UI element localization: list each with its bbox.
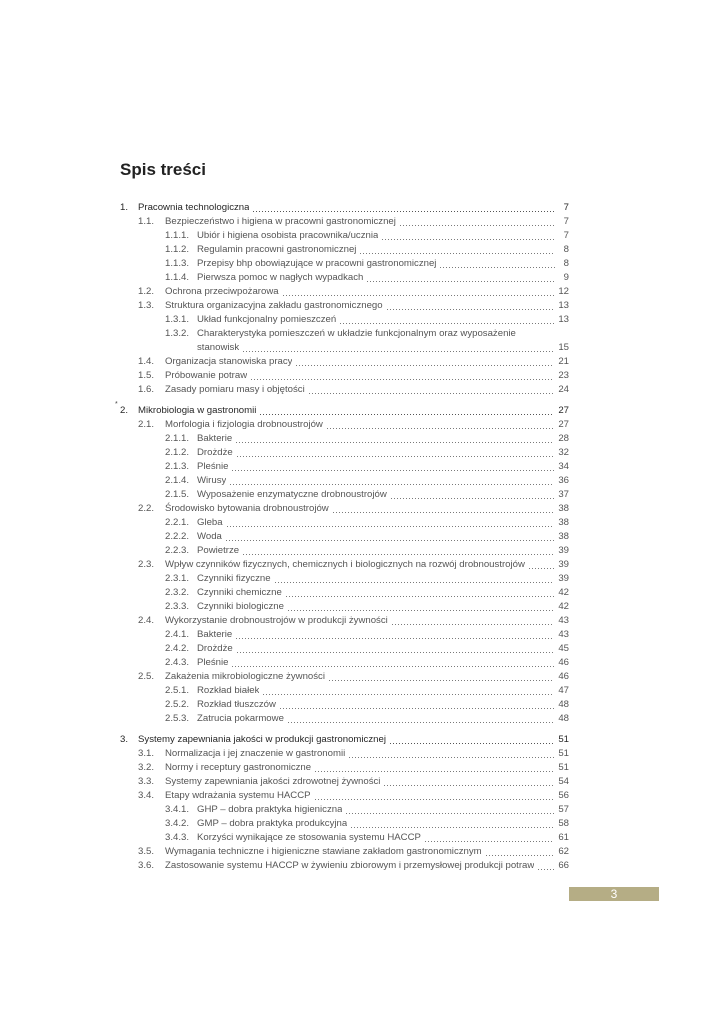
dot-leader [315,771,554,772]
entry-page: 39 [558,573,569,584]
toc-entry-section [120,747,569,761]
entry-number: 1.1.1. [165,230,190,241]
entry-title: Ubiór i higiena osobista pracownika/ucznia [197,230,379,241]
dot-leader [226,540,554,541]
dot-leader [333,512,555,513]
entry-title: Pierwsza pomoc w nagłych wypadkach [197,272,364,283]
entry-page: 28 [558,433,569,444]
toc-entry-section [120,369,569,383]
entry-page: 57 [558,804,569,815]
toc-entry-chapter [120,733,569,747]
dot-leader [340,323,554,324]
entry-page: 7 [563,230,569,241]
entry-number: 2.1.1. [165,433,190,444]
dot-leader [232,470,554,471]
dot-leader [400,225,555,226]
toc-entry-subsection [120,586,569,600]
entry-page: 34 [558,461,569,472]
entry-title: Czynniki biologiczne [197,601,284,612]
entry-title: Ochrona przeciwpożarowa [165,286,279,297]
entry-title: Wpływ czynników fizycznych, chemicznych i biologicznych na rozwój drobnoustrojów [165,559,525,570]
entry-title: Woda [197,531,222,542]
toc-entry-subsection [120,642,569,656]
entry-title: Normalizacja i jej znaczenie w gastronomii [165,748,346,759]
entry-number: 1.1.4. [165,272,190,283]
toc-entry-subsection [120,684,569,698]
entry-number: 1.3. [138,300,155,311]
entry-page: 51 [558,734,569,745]
entry-title: Etapy wdrażania systemu HACCP [165,790,311,801]
dot-leader [253,211,555,212]
entry-title: Bezpieczeństwo i higiena w pracowni gastronomicznej [165,216,396,227]
entry-number: 2.2. [138,503,155,514]
toc-entry-subsection [120,656,569,670]
dot-leader [230,484,554,485]
page-number: 3 [610,887,618,901]
entry-page: 42 [558,587,569,598]
entry-title: Przepisy bhp obowiązujące w pracowni gastronomicznej [197,258,437,269]
dot-leader [232,666,554,667]
entry-page: 66 [558,860,569,871]
entry-page: 7 [563,202,569,213]
entry-number: 3.4. [138,790,155,801]
entry-number: 3.2. [138,762,155,773]
entry-page: 45 [558,643,569,654]
toc-entry-subsection [120,313,569,327]
entry-page: 37 [558,489,569,500]
entry-title: Struktura organizacyjna zakładu gastronomicznego [165,300,383,311]
toc-entry-section [120,215,569,229]
entry-number: 3.4.1. [165,804,190,815]
dot-leader [349,757,554,758]
entry-title: Pleśnie [197,461,229,472]
dot-leader [346,813,554,814]
toc-entry-section [120,670,569,684]
entry-page: 48 [558,699,569,710]
toc-entry-section [120,845,569,859]
entry-number: 2.5.1. [165,685,190,696]
entry-title: Zasady pomiaru masy i objętości [165,384,305,395]
entry-title: Zastosowanie systemu HACCP w żywieniu zbiorowym i przemysłowej produkcji potraw [165,860,535,871]
entry-title: Systemy zapewniania jakości w produkcji gastronomicznej [138,734,386,745]
entry-page: 15 [558,342,569,353]
dot-leader [387,309,555,310]
entry-number: 3.5. [138,846,155,857]
entry-page: 56 [558,790,569,801]
entry-number: 2.5.2. [165,699,190,710]
entry-number: 2.2.3. [165,545,190,556]
entry-page: 23 [558,370,569,381]
entry-title: Charakterystyka pomieszczeń w układzie funkcjonalnym oraz wyposażenie [197,328,516,339]
entry-page: 43 [558,615,569,626]
entry-title: Rozkład białek [197,685,260,696]
dot-leader [367,281,555,282]
entry-number: 2.1. [138,419,155,430]
toc-entry-subsection [120,530,569,544]
entry-page: 8 [563,244,569,255]
entry-number: 1.5. [138,370,155,381]
entry-number: 2. [120,405,129,416]
toc-entry-chapter [115,401,569,418]
entry-page: 27 [558,405,569,416]
table-of-contents [115,201,569,873]
entry-number: 2.1.4. [165,475,190,486]
entry-number: 2.4.2. [165,643,190,654]
entry-title: Wymagania techniczne i higieniczne stawiane zakładom gastronomicznym [165,846,482,857]
toc-entry-subsection [120,831,569,845]
entry-number: 3.4.3. [165,832,190,843]
entry-number: 2.3.3. [165,601,190,612]
dot-leader [315,799,555,800]
entry-title: Normy i receptury gastronomiczne [165,762,312,773]
entry-title: Pracownia technologiczna [138,202,250,213]
entry-number: 1.3.2. [165,328,190,339]
entry-page: 9 [563,272,569,283]
entry-page: 39 [558,545,569,556]
toc-entry-section [120,558,569,572]
dot-leader [360,253,555,254]
entry-page: 13 [558,314,569,325]
entry-number: 3. [120,734,129,745]
toc-entry-subsection [120,712,569,726]
entry-page: 47 [558,685,569,696]
dot-leader [283,295,555,296]
entry-page: 39 [558,559,569,570]
dot-leader [391,498,555,499]
toc-entry-section [120,383,569,397]
entry-page: 46 [558,657,569,668]
toc-entry-subsection [120,572,569,586]
entry-title: Gleba [197,517,223,528]
entry-page: 54 [558,776,569,787]
entry-title: Układ funkcjonalny pomieszczeń [197,314,337,325]
entry-title: Wykorzystanie drobnoustrojów w produkcji żywności [165,615,388,626]
entry-page: 42 [558,601,569,612]
entry-page: 38 [558,531,569,542]
entry-number: 3.3. [138,776,155,787]
page-title: Spis treści [120,160,206,179]
toc-entry-subsection [120,474,569,488]
entry-page: 38 [558,503,569,514]
dot-leader [260,414,554,415]
dot-leader [263,694,554,695]
entry-title: Powietrze [197,545,240,556]
entry-title: Wirusy [197,475,227,486]
toc-entry-section [120,502,569,516]
dot-leader [351,827,554,828]
entry-page: 46 [558,671,569,682]
toc-entry-subsection [120,229,569,243]
dot-leader [275,582,555,583]
dot-leader [280,708,554,709]
entry-number: 2.2.2. [165,531,190,542]
toc-entry-section [120,761,569,775]
entry-page: 51 [558,748,569,759]
toc-entry-subsection [120,628,569,642]
entry-page: 43 [558,629,569,640]
dot-leader [243,554,554,555]
entry-title: Systemy zapewniania jakości zdrowotnej żywności [165,776,381,787]
entry-title: Morfologia i fizjologia drobnoustrojów [165,419,323,430]
entry-number: 1. [120,202,129,213]
entry-page: 58 [558,818,569,829]
entry-page: 24 [558,384,569,395]
toc-entry-subsection [120,516,569,530]
entry-number: 1.3.1. [165,314,190,325]
entry-number: 1.1.2. [165,244,190,255]
toc-entry-section [120,789,569,803]
entry-title: Drożdże [197,447,233,458]
entry-number: 1.2. [138,286,155,297]
entry-number: 2.3. [138,559,155,570]
entry-title-continuation: stanowisk [197,342,240,353]
dot-leader [390,743,554,744]
entry-marker: * [115,401,118,408]
entry-number: 2.5.3. [165,713,190,724]
entry-number: 1.4. [138,356,155,367]
toc-entry-subsection [120,817,569,831]
toc-entry-subsection [120,460,569,474]
entry-number: 3.1. [138,748,155,759]
entry-title: Drożdże [197,643,233,654]
dot-leader [236,638,554,639]
toc-entry-section [120,299,569,313]
entry-page: 48 [558,713,569,724]
page-number-badge [569,887,659,901]
toc-entry-section [120,614,569,628]
dot-leader [392,624,555,625]
entry-title: Korzyści wynikające ze stosowania systemu HACCP [197,832,421,843]
entry-number: 2.1.3. [165,461,190,472]
entry-page: 7 [563,216,569,227]
entry-page: 38 [558,517,569,528]
entry-title: Środowisko bytowania drobnoustrojów [165,503,329,514]
dot-leader [486,855,555,856]
entry-title: Mikrobiologia w gastronomii [138,405,257,416]
dot-leader [288,722,554,723]
toc-entry-subsection [120,544,569,558]
dot-leader [236,442,554,443]
entry-title: Bakterie [197,629,233,640]
dot-leader [227,526,555,527]
entry-number: 3.6. [138,860,155,871]
toc-entry-section [120,418,569,432]
toc-entry-section [120,285,569,299]
entry-page: 8 [563,258,569,269]
toc-entry-subsection [120,698,569,712]
entry-title: Czynniki chemiczne [197,587,282,598]
dot-leader [237,456,555,457]
entry-number: 2.4.3. [165,657,190,668]
toc-entry-section [120,355,569,369]
toc-entry-continuation [120,341,569,355]
dot-leader [251,379,554,380]
entry-number: 2.1.2. [165,447,190,458]
dot-leader [243,351,554,352]
toc-entry-subsection [120,446,569,460]
dot-leader [382,239,555,240]
entry-page: 21 [558,356,569,367]
entry-title: Rozkład tłuszczów [197,699,276,710]
toc-entry-subsection [120,257,569,271]
dot-leader [327,428,554,429]
toc-entry-subsection [120,432,569,446]
toc-entry-chapter [120,201,569,215]
dot-leader [288,610,554,611]
entry-title: Pleśnie [197,657,229,668]
entry-number: 2.3.2. [165,587,190,598]
entry-title: GMP – dobra praktyka produkcyjna [197,818,348,829]
entry-title: Zakażenia mikrobiologiczne żywności [165,671,325,682]
dot-leader [309,393,555,394]
entry-page: 32 [558,447,569,458]
entry-number: 1.6. [138,384,155,395]
toc-entry-section [120,859,569,873]
dot-leader [425,841,554,842]
dot-leader [329,680,554,681]
dot-leader [296,365,554,366]
entry-number: 1.1. [138,216,155,227]
entry-title: Zatrucia pokarmowe [197,713,284,724]
toc-entry-section [120,775,569,789]
entry-number: 2.5. [138,671,155,682]
entry-page: 36 [558,475,569,486]
toc-entry-subsection [120,600,569,614]
dot-leader [538,869,554,870]
entry-title: Próbowanie potraw [165,370,248,381]
entry-number: 3.4.2. [165,818,190,829]
entry-page: 27 [558,419,569,430]
entry-title: GHP – dobra praktyka higieniczna [197,804,343,815]
dot-leader [286,596,555,597]
toc-entry-subsection [120,803,569,817]
entry-page: 51 [558,762,569,773]
dot-leader [440,267,555,268]
toc-entry-subsection [120,488,569,502]
entry-title: Wyposażenie enzymatyczne drobnoustrojów [197,489,387,500]
entry-page: 13 [558,300,569,311]
entry-number: 2.1.5. [165,489,190,500]
entry-title: Bakterie [197,433,233,444]
entry-number: 2.3.1. [165,573,190,584]
dot-leader [529,568,554,569]
toc-entry-subsection [120,271,569,285]
dot-leader [237,652,555,653]
entry-page: 12 [558,286,569,297]
toc-entry-subsection [120,327,569,341]
entry-number: 2.2.1. [165,517,190,528]
entry-number: 1.1.3. [165,258,190,269]
entry-title: Regulamin pracowni gastronomicznej [197,244,357,255]
entry-page: 61 [558,832,569,843]
entry-title: Organizacja stanowiska pracy [165,356,293,367]
entry-number: 2.4.1. [165,629,190,640]
dot-leader [384,785,554,786]
entry-page: 62 [558,846,569,857]
toc-entry-subsection [120,243,569,257]
entry-number: 2.4. [138,615,155,626]
entry-title: Czynniki fizyczne [197,573,271,584]
